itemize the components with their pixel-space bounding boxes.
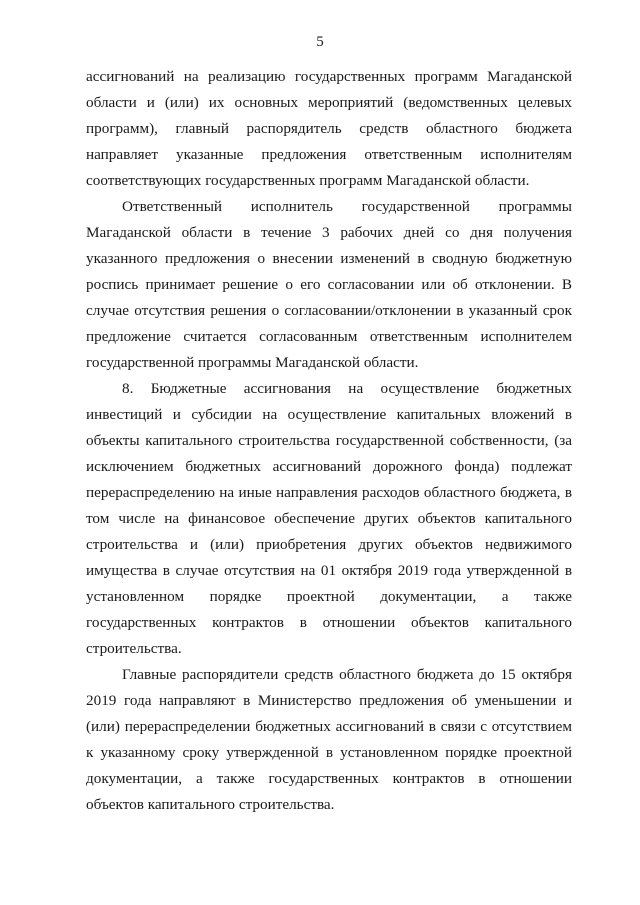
- paragraph-chief-administrators: Главные распорядители средств областного бюджета до 15 октября 2019 года направляют в Министерство предложения об уменьшении и (или) перераспределении бюджетных ассигнований в связи с отсутствием к указанному сроку утвержденной в установленном порядке проектной документации, а также государственных контрактов в отношении объектов капитального строительства.: [86, 666, 572, 813]
- page-number: 5: [316, 34, 324, 50]
- document-body: [86, 64, 572, 818]
- paragraph-item-8: 8. Бюджетные ассигнования на осуществление бюджетных инвестиций и субсидии на осуществление капитальных вложений в объекты капитального строительства государственной собственности, (за исключением бюджетных ассигнований дорожного фонда) подлежат перераспределению на иные направления расходов областного бюджета, в том числе на финансовое обеспечение других объектов капитального строительства и (или) приобретения других объектов недвижимого имущества в случае отсутствия на 01 октября 2019 года утвержденной в установленном порядке проектной документации, а также государственных контрактов в отношении объектов капитального строительства.: [86, 380, 572, 657]
- paragraph-continuation: ассигнований на реализацию государственных программ Магаданской области и (или) их основных мероприятий (ведомственных целевых программ), главный распорядитель средств областного бюджета направляет указанные предложения ответственным исполнителям соответствующих государственных программ Магаданской области.: [86, 68, 572, 189]
- paragraph-responsible-executor: Ответственный исполнитель государственной программы Магаданской области в течение 3 рабочих дней со дня получения указанного предложения о внесении изменений в сводную бюджетную роспись принимает решение о его согласовании или об отклонении. В случае отсутствия решения о согласовании/отклонении в указанный срок предложение считается согласованным ответственным исполнителем государственной программы Магаданской области.: [86, 198, 572, 371]
